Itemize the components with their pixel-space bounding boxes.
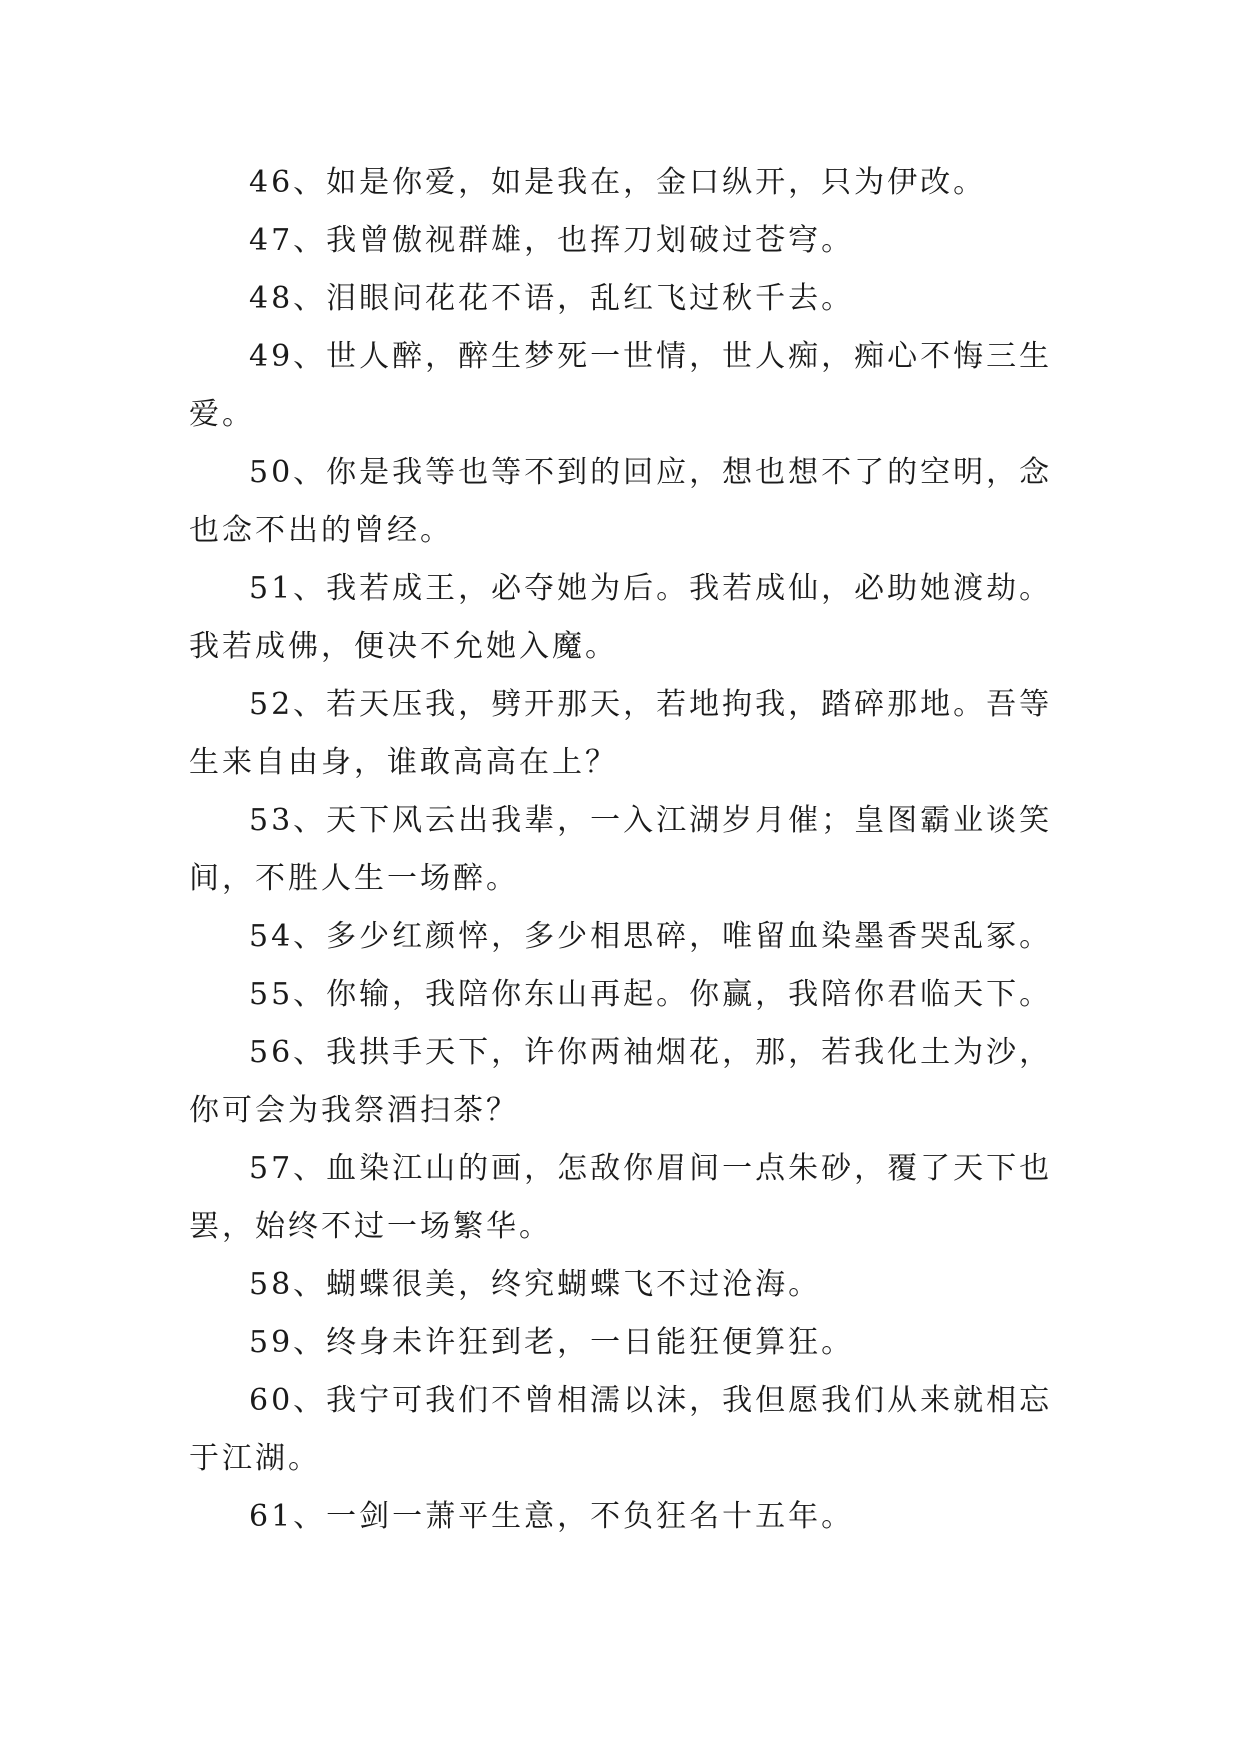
paragraph-51: 51、我若成王，必夺她为后。我若成仙，必助她渡劫。我若成佛，便决不允她入魔。 bbox=[189, 571, 1053, 664]
paragraph-56: 56、我拱手天下，许你两袖烟花，那，若我化土为沙，你可会为我祭酒扫茶？ bbox=[189, 1035, 1053, 1128]
paragraph-52: 52、若天压我，劈开那天，若地拘我，踏碎那地。吾等生来自由身，谁敢高高在上？ bbox=[189, 687, 1053, 780]
paragraph-60: 60、我宁可我们不曾相濡以沫，我但愿我们从来就相忘于江湖。 bbox=[189, 1383, 1053, 1476]
paragraph-53: 53、天下风云出我辈，一入江湖岁月催；皇图霸业谈笑间，不胜人生一场醉。 bbox=[189, 803, 1053, 896]
paragraph-61: 61、一剑一萧平生意，不负狂名十五年。 bbox=[249, 1499, 855, 1534]
paragraph-50: 50、你是我等也等不到的回应，想也想不了的空明，念也念不出的曾经。 bbox=[189, 455, 1053, 548]
paragraph-58: 58、蝴蝶很美，终究蝴蝶飞不过沧海。 bbox=[249, 1267, 822, 1302]
paragraph-54: 54、多少红颜悴，多少相思碎，唯留血染墨香哭乱冢。 bbox=[249, 919, 1053, 954]
paragraph-46: 46、如是你爱，如是我在，金口纵开，只为伊改。 bbox=[249, 165, 987, 200]
paragraph-57: 57、血染江山的画，怎敌你眉间一点朱砂，覆了天下也罢，始终不过一场繁华。 bbox=[189, 1151, 1053, 1244]
paragraph-59: 59、终身未许狂到老，一日能狂便算狂。 bbox=[249, 1325, 855, 1360]
document-body bbox=[189, 154, 1069, 1546]
paragraph-47: 47、我曾傲视群雄，也挥刀划破过苍穹。 bbox=[249, 223, 855, 258]
paragraph-49: 49、世人醉，醉生梦死一世情，世人痴，痴心不悔三生爱。 bbox=[189, 339, 1053, 432]
paragraph-48: 48、泪眼问花花不语，乱红飞过秋千去。 bbox=[249, 281, 855, 316]
paragraph-55: 55、你输，我陪你东山再起。你赢，我陪你君临天下。 bbox=[249, 977, 1053, 1012]
